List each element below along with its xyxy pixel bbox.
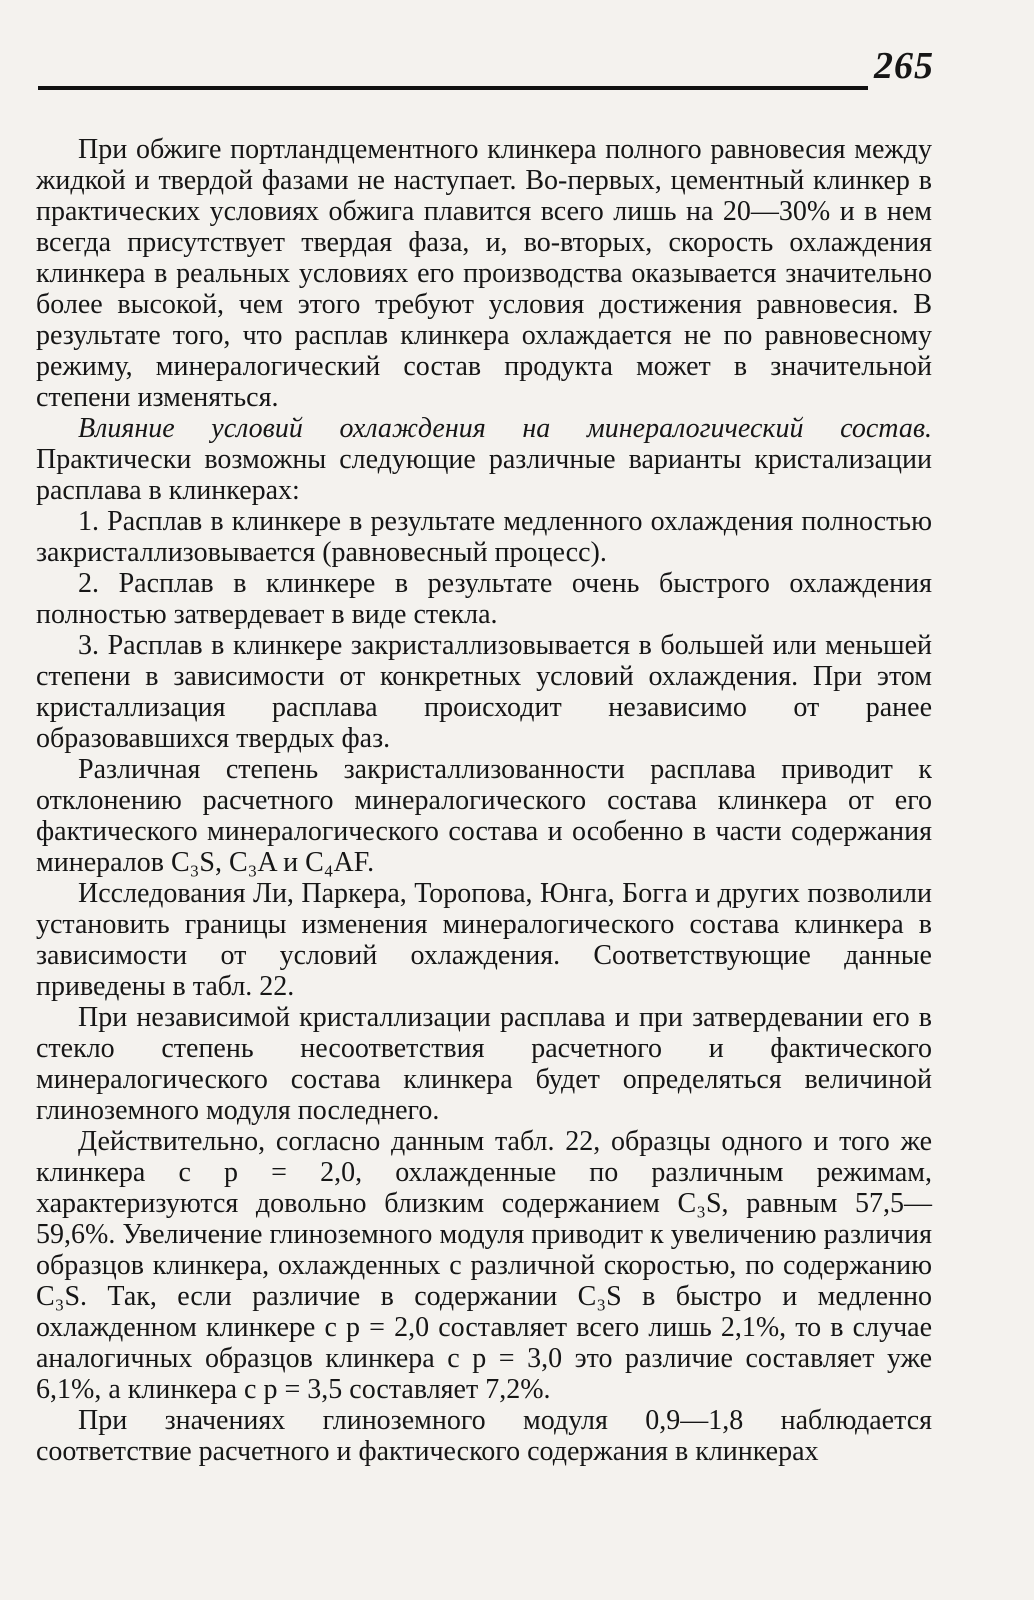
list-item-1: 1. Расплав в клинкере в результате медленного охлаждения полностью закристаллизовывается (равновесный процесс). [36,506,932,568]
paragraph-5: При независимой кристаллизации расплава и при затвердевании его в стекло степень несоответствия расчетного и фактического минералогического состава клинкера будет определяться величиной глиноземного модуля последнего. [36,1002,932,1126]
paragraph-6: Действительно, согласно данным табл. 22, образцы одного и того же клинкера с p = 2,0, охлажденные по различным режимам, характеризуются довольно близким содержанием C₃S, равным 57,5—59,6%. Увеличение глиноземного модуля приводит к увеличению различия образцов клинкера, охлажденных с различной скоростью, по содержанию C₃S. Так, если различие в содержании C₃S в быстро и медленно охлажденном клинкере с p = 2,0 составляет всего лишь 2,1%, то в случае аналогичных образцов клинкера с p = 3,0 это различие составляет уже 6,1%, а клинкера с p = 3,5 составляет 7,2%. [36,1126,932,1405]
header-rule [38,86,868,90]
paragraph-2-text: Практически возможны следующие различные варианты кристализации расплава в клинкерах: [36,444,932,506]
page-number: 265 [874,45,934,87]
italic-heading: Влияние условий охлаждения на минералогический состав. [78,413,932,444]
body-text [36,134,932,1467]
list-item-2: 2. Расплав в клинкере в результате очень быстрого охлаждения полностью затвердевает в виде стекла. [36,568,932,630]
paragraph-3: Различная степень закристаллизованности расплава приводит к отклонению расчетного минералогического состава клинкера от его фактического минералогического состава и особенно в части содержания минералов C₃S, C₃A и C₄AF. [36,754,932,878]
paragraph-1: При обжиге портландцементного клинкера полного равновесия между жидкой и твердой фазами не наступает. Во-первых, цементный клинкер в практических условиях обжига плавится всего лишь на 20—30% и в нем всегда присутствует твердая фаза, и, во-вторых, скорость охлаждения клинкера в реальных условиях его производства оказывается значительно более высокой, чем этого требуют условия достижения равновесия. В результате того, что расплав клинкера охлаждается не по равновесному режиму, минералогический состав продукта может в значительной степени изменяться. [36,134,932,413]
paragraph-2 [36,413,932,506]
paragraph-7: При значениях глиноземного модуля 0,9—1,8 наблюдается соответствие расчетного и фактического содержания в клинкерах [36,1405,932,1467]
paragraph-4: Исследования Ли, Паркера, Торопова, Юнга, Богга и других позволили установить границы изменения минералогического состава клинкера в зависимости от условий охлаждения. Соответствующие данные приведены в табл. 22. [36,878,932,1002]
list-item-3: 3. Расплав в клинкере закристаллизовывается в большей или меньшей степени в зависимости от конкретных условий охлаждения. При этом кристаллизация расплава происходит независимо от ранее образовавшихся твердых фаз. [36,630,932,754]
page-header [38,40,934,96]
